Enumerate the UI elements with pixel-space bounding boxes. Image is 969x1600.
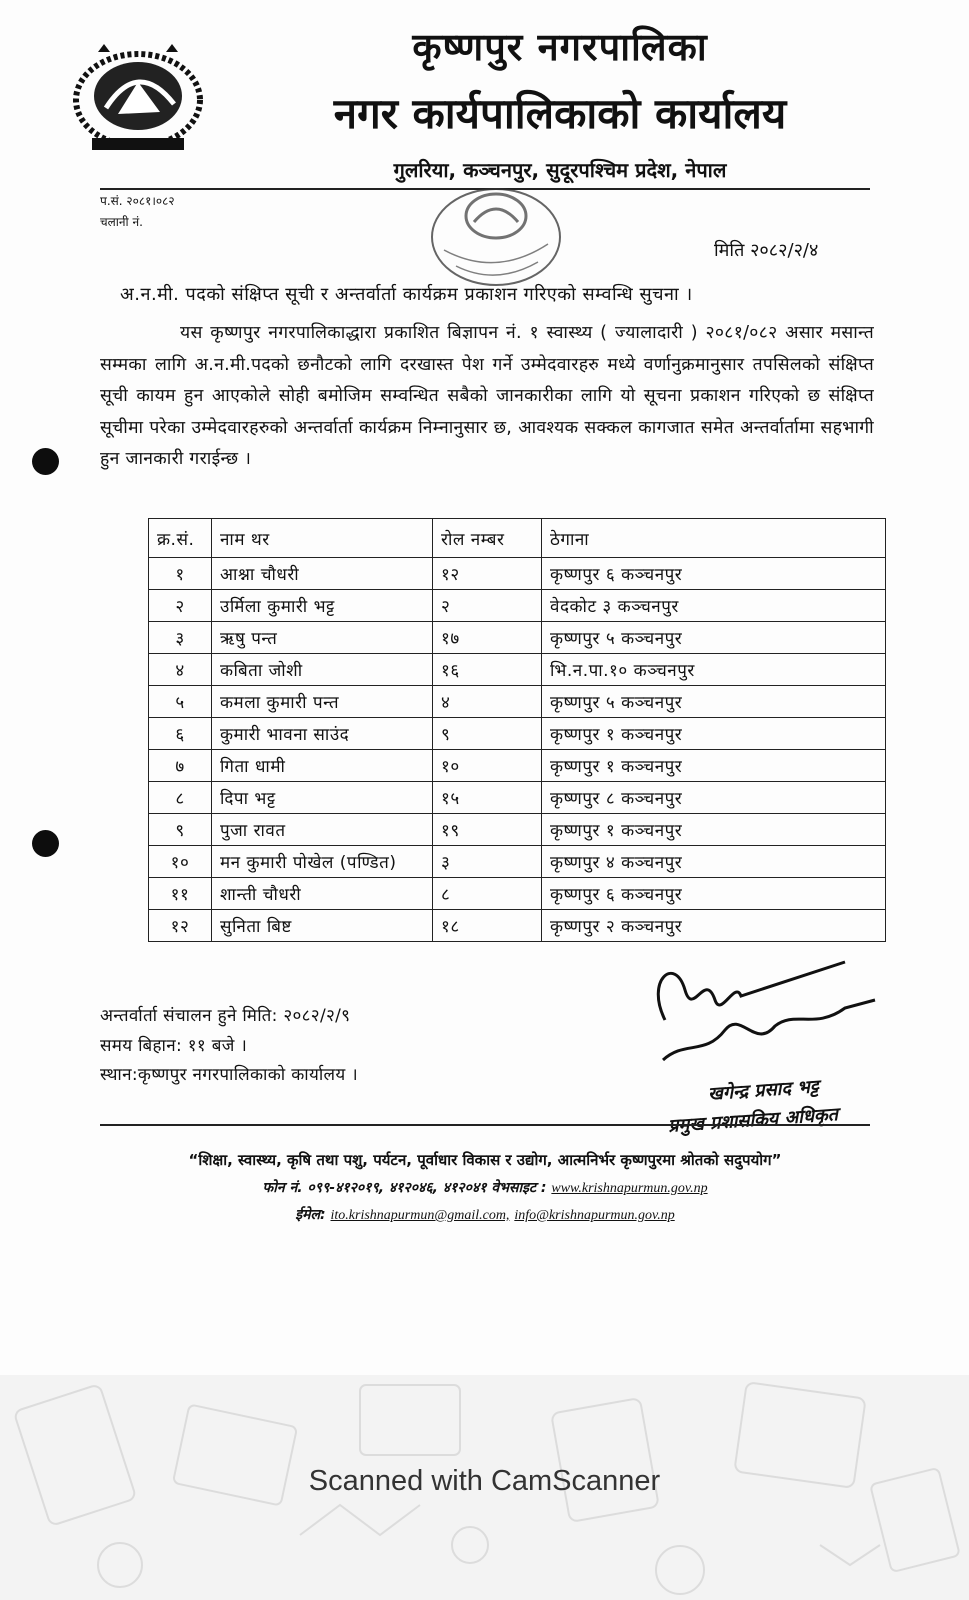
table-row [149, 654, 886, 686]
cell-roll: १७ [433, 622, 542, 654]
signature-icon [645, 960, 885, 1070]
table-row [149, 590, 886, 622]
cell-name: गिता धामी [212, 750, 433, 782]
table-row [149, 718, 886, 750]
cell-name: कमला कुमारी पन्त [212, 686, 433, 718]
table-row [149, 750, 886, 782]
table-row [149, 782, 886, 814]
dispatch-number: चलानी नं. [100, 215, 143, 229]
cell-name: कुमारी भावना साउंद [212, 718, 433, 750]
table-row [149, 622, 886, 654]
cell-roll: १२ [433, 558, 542, 590]
cell-address: कृष्णपुर १ कञ्चनपुर [542, 814, 886, 846]
cell-sn: ५ [149, 686, 212, 718]
cell-sn: ९ [149, 814, 212, 846]
cell-roll: ३ [433, 846, 542, 878]
cell-sn: ११ [149, 878, 212, 910]
footer-email-line [100, 1205, 870, 1224]
cell-roll: ४ [433, 686, 542, 718]
cell-sn: १२ [149, 910, 212, 942]
cell-name: उर्मिला कुमारी भट्ट [212, 590, 433, 622]
cell-address: कृष्णपुर १ कञ्चनपुर [542, 718, 886, 750]
signatory-name: खगेन्द्र प्रसाद भट्ट [707, 1076, 820, 1105]
cell-sn: ७ [149, 750, 212, 782]
table-row [149, 846, 886, 878]
table-row [149, 910, 886, 942]
cell-address: कृष्णपुर ५ कञ्चनपुर [542, 686, 886, 718]
notice-body: यस कृष्णपुर नगरपालिकाद्धारा प्रकाशित बिज्ञापन नं. १ स्वास्थ्य ( ज्यालादारी ) २०८१/०८२ असार मसान्त सम्मका लागि अ.न.मी.पदको छनौटको लागि दरखास्त पेश गर्ने उम्मेदवारहरु मध्ये वर्णानुक्रमानुसार तपसिलको संक्षिप्त सूची कायम हुन आएकोले सोही बमोजिम सम्वन्धित सबैको जानकारीका लागि यो सूचना प्रकाशन गरिएको छ संक्षिप्त सूचीमा परेका उम्मेदवारहरुको अन्तर्वार्ता कार्यक्रम निम्नानुसार छ, आवश्यक सक्कल कागजात समेत अन्तर्वार्तामा सहभागी हुन जानकारी गराईन्छ । [100, 323, 874, 469]
interview-time: समय बिहान: ११ बजे । [100, 1036, 248, 1056]
cell-roll: १० [433, 750, 542, 782]
fiscal-year-ref: प.सं. २०८१।०८२ [100, 194, 175, 208]
signatory-title: प्रमुख प्रशासकिय अधिकृत [667, 1104, 839, 1137]
footer-motto: “शिक्षा, स्वास्थ्य, कृषि तथा पशु, पर्यटन, पूर्वाधार विकास र उद्योग, आत्मनिर्भर कृष्णपुरमा श्रोतको सदुपयोग” [188, 1151, 782, 1169]
email-link-1[interactable]: ito.krishnapurmun@gmail.com, [330, 1208, 510, 1223]
municipality-emblem-icon [66, 38, 211, 156]
cell-name: ऋषु पन्त [212, 622, 433, 654]
cell-name: सुनिता बिष्ट [212, 910, 433, 942]
office-stamp-icon [426, 182, 566, 292]
office-name: नगर कार्यपालिकाको कार्यालय [333, 89, 787, 138]
cell-sn: ४ [149, 654, 212, 686]
footer-divider [100, 1124, 870, 1126]
table-row [149, 878, 886, 910]
col-header-sn: क्र.सं. [149, 519, 212, 558]
cell-roll: १५ [433, 782, 542, 814]
municipality-name: कृष्णपुर नगरपालिका [412, 25, 708, 69]
cell-address: कृष्णपुर ४ कञ्चनपुर [542, 846, 886, 878]
cell-sn: २ [149, 590, 212, 622]
interview-date: अन्तर्वार्ता संचालन हुने मिति: २०८२/२/९ [100, 1006, 351, 1026]
office-address: गुलरिया, कञ्चनपुर, सुदूरपश्चिम प्रदेश, नेपाल [393, 158, 727, 182]
cell-sn: १ [149, 558, 212, 590]
cell-address: कृष्णपुर ६ कञ्चनपुर [542, 878, 886, 910]
punch-hole [32, 448, 59, 475]
cell-address: कृष्णपुर ६ कञ्चनपुर [542, 558, 886, 590]
footer-phone-line [100, 1178, 870, 1197]
cell-roll: १६ [433, 654, 542, 686]
email-link-2[interactable]: info@krishnapurmun.gov.np [514, 1208, 675, 1223]
table-row [149, 558, 886, 590]
camscanner-text: Scanned with CamScanner [308, 1465, 661, 1497]
cell-sn: ६ [149, 718, 212, 750]
table-row [149, 686, 886, 718]
phone-label: फोन नं. ०९९-४१२०१९, ४१२०४६, ४१२०४१ वेभसाइट : [262, 1180, 547, 1196]
col-header-name: नाम थर [212, 519, 433, 558]
cell-name: शान्ती चौधरी [212, 878, 433, 910]
cell-sn: १० [149, 846, 212, 878]
col-header-address: ठेगाना [542, 519, 886, 558]
cell-roll: १८ [433, 910, 542, 942]
camscanner-watermark [0, 1375, 969, 1600]
cell-address: भि.न.पा.१० कञ्चनपुर [542, 654, 886, 686]
cell-address: कृष्णपुर ८ कञ्चनपुर [542, 782, 886, 814]
cell-roll: २ [433, 590, 542, 622]
candidate-table [148, 518, 886, 942]
table-header-row [149, 519, 886, 558]
cell-name: आश्ना चौधरी [212, 558, 433, 590]
email-label: ईमेल: [295, 1207, 326, 1223]
interview-venue: स्थान:कृष्णपुर नगरपालिकाको कार्यालय । [100, 1065, 358, 1085]
cell-address: कृष्णपुर २ कञ्चनपुर [542, 910, 886, 942]
cell-address: वेदकोट ३ कञ्चनपुर [542, 590, 886, 622]
notice-date: मिति २०८२/२/४ [714, 240, 819, 261]
cell-address: कृष्णपुर १ कञ्चनपुर [542, 750, 886, 782]
cell-name: पुजा रावत [212, 814, 433, 846]
col-header-roll: रोल नम्बर [433, 519, 542, 558]
notice-subject: अ.न.मी. पदको संक्षिप्त सूची र अन्तर्वार्ता कार्यक्रम प्रकाशन गरिएको सम्वन्धि सुचना । [120, 284, 693, 305]
table-row [149, 814, 886, 846]
cell-sn: ८ [149, 782, 212, 814]
website-link[interactable]: www.krishnapurmun.gov.np [551, 1181, 708, 1196]
cell-roll: १९ [433, 814, 542, 846]
punch-hole [32, 830, 59, 857]
cell-roll: ९ [433, 718, 542, 750]
cell-name: दिपा भट्ट [212, 782, 433, 814]
cell-name: कबिता जोशी [212, 654, 433, 686]
cell-address: कृष्णपुर ५ कञ्चनपुर [542, 622, 886, 654]
cell-name: मन कुमारी पोखेल (पण्डित) [212, 846, 433, 878]
cell-roll: ८ [433, 878, 542, 910]
cell-sn: ३ [149, 622, 212, 654]
